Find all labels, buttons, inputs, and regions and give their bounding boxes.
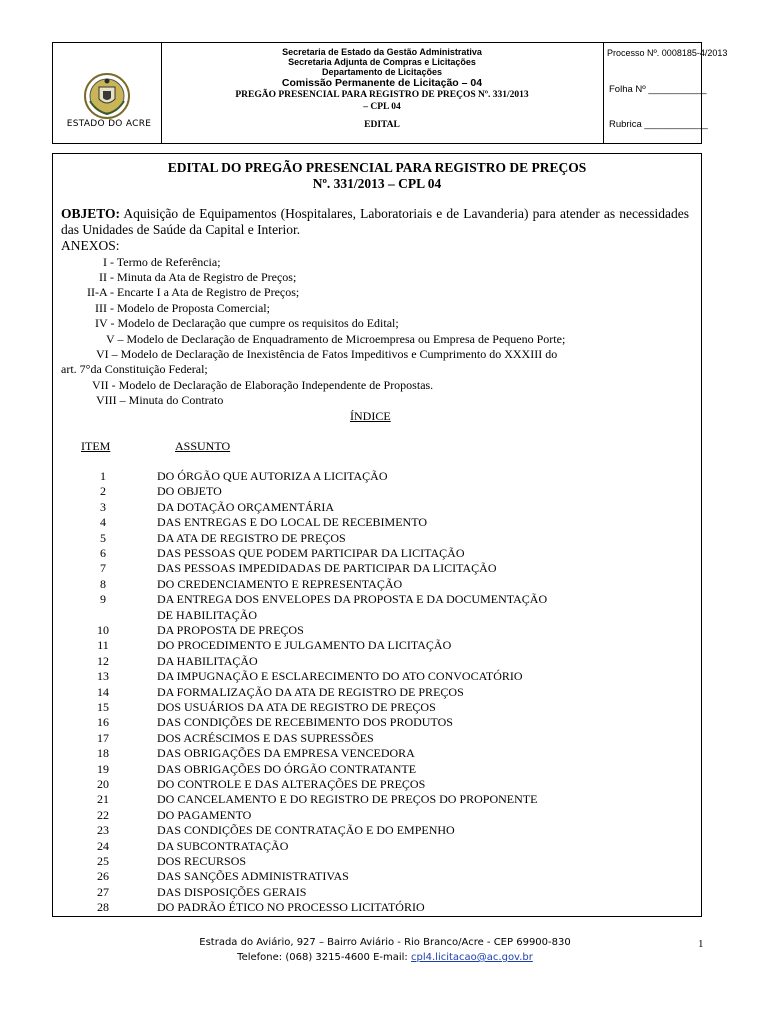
anexos-label: ANEXOS: [61,238,120,253]
anexo-item: art. 7°da Constituição Federal; [61,362,208,376]
anexo-item: IV - Modelo de Declaração que cumpre os requisitos do Edital; [95,316,399,330]
index-item-subject: DOS ACRÉSCIMOS E DAS SUPRESSÕES [157,730,374,745]
index-item-subject: DA IMPUGNAÇÃO E ESCLARECIMENTO DO ATO CONVOCATÓRIO [157,669,523,684]
index-item-subject: DA SUBCONTRATAÇÃO [157,838,289,853]
index-item-number: 17 [97,730,109,745]
anexo-item: VI – Modelo de Declaração de Inexistência de Fatos Impeditivos e Cumprimento do XXXIII do [96,347,558,361]
index-item-number: 8 [100,576,106,591]
objeto-paragraph [61,206,689,238]
header-line-cpl: – CPL 04 [363,102,401,112]
index-row [53,592,693,607]
index-row [53,762,693,777]
index-item-number: 9 [100,592,106,607]
index-item-subject: DAS CONDIÇÕES DE CONTRATAÇÃO E DO EMPENHO [157,823,455,838]
index-row [53,731,693,746]
index-row [53,746,693,761]
index-item-subject: DO CREDENCIAMENTO E REPRESENTAÇÃO [157,576,403,591]
index-item-subject: DO PADRÃO ÉTICO NO PROCESSO LICITATÓRIO [157,900,425,915]
index-item-subject: DO OBJETO [157,484,222,499]
index-item-number: 16 [97,715,109,730]
index-item-number: 3 [100,499,106,514]
index-item-number: 5 [100,530,106,545]
anexo-item: V – Modelo de Declaração de Enquadramento de Microempresa ou Empresa de Pequeno Porte; [106,332,566,346]
index-row [53,669,693,684]
index-item-subject: DAS DISPOSIÇÕES GERAIS [157,884,307,899]
index-item-subject: DAS SANÇÕES ADMINISTRATIVAS [157,869,349,884]
header-line-edital: EDITAL [364,120,400,130]
index-row [53,623,693,638]
index-row [53,685,693,700]
footer-contact [0,952,770,963]
index-item-number: 20 [97,777,109,791]
edital-number: Nº. 331/2013 – CPL 04 [312,176,442,191]
index-item-number: 27 [97,884,109,899]
index-item-number: 21 [97,792,109,807]
index-item-number: 15 [97,700,109,714]
index-row [53,900,693,915]
item-column-header: ITEM [81,439,111,453]
index-item-subject: DAS PESSOAS QUE PODEM PARTICIPAR DA LICITAÇÃO [157,546,465,560]
index-item-number: 12 [97,653,109,668]
index-row [53,715,693,730]
assunto-column-header: ASSUNTO [175,439,231,453]
index-row [53,500,693,515]
index-item-number: 11 [97,638,109,653]
objeto-text: Aquisição de Equipamentos (Hospitalares, Laboratoriais e de Lavanderia) para atender as necessidades das Unidades de Saúde da Capital e Interior. [61,206,689,237]
footer-phone: Telefone: (068) 3215-4600 E-mail: [237,952,408,963]
anexo-item: II-A - Encarte I a Ata de Registro de Preços; [87,285,300,299]
index-item-number: 2 [100,484,106,499]
header-line-secretaria: Secretaria de Estado da Gestão Administrativa [282,47,482,57]
anexo-item: I - Termo de Referência; [103,255,221,269]
index-item-subject: DO CANCELAMENTO E DO REGISTRO DE PREÇOS DO PROPONENTE [157,792,538,807]
index-item-subject: DA ENTREGA DOS ENVELOPES DA PROPOSTA E DA DOCUMENTAÇÃO [157,592,548,607]
index-item-number: 6 [100,546,106,560]
index-row [53,885,693,900]
index-item-subject: DAS OBRIGAÇÕES DO ÓRGÃO CONTRATANTE [157,761,417,776]
index-item-number: 24 [97,838,109,853]
index-row [53,792,693,807]
anexo-item: VII - Modelo de Declaração de Elaboração Independente de Propostas. [92,378,434,392]
index-row [53,700,693,715]
header-line-departamento: Departamento de Licitações [321,67,443,77]
index-row [53,808,693,823]
index-row [53,869,693,884]
index-item-number: 23 [97,823,109,838]
document-header [52,42,728,144]
footer-address: Estrada do Aviário, 927 – Bairro Aviário - Rio Branco/Acre - CEP 69900-830 [199,937,571,948]
index-item-subject: DE HABILITAÇÃO [157,607,258,622]
header-line-comissao: Comissão Permanente de Licitação – 04 [281,77,483,89]
index-item-subject: DA ATA DE REGISTRO DE PREÇOS [157,530,346,545]
index-row [53,561,693,576]
index-item-number: 25 [97,854,109,868]
index-row [53,531,693,546]
index-item-subject: DO CONTROLE E DAS ALTERAÇÕES DE PREÇOS [157,777,426,791]
index-item-subject: DO PROCEDIMENTO E JULGAMENTO DA LICITAÇÃO [157,638,452,653]
index-item-subject: DA PROPOSTA DE PREÇOS [157,623,304,637]
footer-email-link[interactable]: cpl4.licitacao@ac.gov.br [411,952,533,963]
index-item-number: 1 [100,469,106,483]
index-item-number: 28 [97,900,109,915]
index-item-number: 4 [100,515,106,530]
index-row [53,515,693,530]
index-row [53,546,693,561]
index-item-subject: DAS ENTREGAS E DO LOCAL DE RECEBIMENTO [157,515,427,530]
edital-body [52,153,702,917]
header-title-cell [161,43,604,143]
index-item-number: 13 [97,669,109,684]
coat-of-arms-icon [82,71,132,121]
folha-field: Folha Nº ___________ [609,84,707,95]
header-line-pregao: PREGÃO PRESENCIAL PARA REGISTRO DE PREÇOS Nº. 331/2013 [235,90,529,100]
index-item-subject: DOS RECURSOS [157,854,247,868]
rubrica-field: Rubrica ____________ [609,119,708,130]
index-row [53,577,693,592]
indice-heading: ÍNDICE [350,409,391,423]
index-row [53,854,693,869]
objeto-label: OBJETO: [61,206,121,221]
index-row [53,608,693,623]
index-item-number: 22 [97,807,109,822]
index-item-subject: DO PAGAMENTO [157,807,252,822]
index-item-subject: DA HABILITAÇÃO [157,653,258,668]
header-seal-cell [53,43,162,143]
anexo-item: II - Minuta da Ata de Registro de Preços; [99,270,297,284]
index-item-number: 14 [97,684,109,699]
header-process-cell [603,43,728,143]
index-row [53,654,693,669]
index-item-number: 10 [97,623,109,637]
estado-label: ESTADO DO ACRE [66,119,152,129]
index-row [53,839,693,854]
header-line-adjunta: Secretaria Adjunta de Compras e Licitações [288,57,476,67]
index-item-number: 19 [97,761,109,776]
index-row [53,777,693,792]
processo-number: Processo Nº. 0008185-4/2013 [607,48,728,58]
edital-title: EDITAL DO PREGÃO PRESENCIAL PARA REGISTRO DE PREÇOS [167,160,587,175]
index-item-subject: DAS PESSOAS IMPEDIDADAS DE PARTICIPAR DA LICITAÇÃO [157,561,497,576]
index-item-subject: DO ÓRGÃO QUE AUTORIZA A LICITAÇÃO [157,469,388,483]
index-item-number: 26 [97,869,109,884]
index-row [53,638,693,653]
index-row [53,469,693,484]
index-item-subject: DA DOTAÇÃO ORÇAMENTÁRIA [157,499,335,514]
index-item-subject: DOS USUÁRIOS DA ATA DE REGISTRO DE PREÇOS [157,700,436,714]
index-item-number: 18 [97,746,109,761]
index-item-subject: DA FORMALIZAÇÃO DA ATA DE REGISTRO DE PREÇOS [157,684,464,699]
index-item-number: 7 [100,561,106,576]
anexo-item: III - Modelo de Proposta Comercial; [95,301,270,315]
anexo-item: VIII – Minuta do Contrato [96,393,224,407]
index-row [53,823,693,838]
index-item-subject: DAS OBRIGAÇÕES DA EMPRESA VENCEDORA [157,746,415,761]
index-row [53,484,693,499]
page-number: 1 [698,938,704,950]
index-item-subject: DAS CONDIÇÕES DE RECEBIMENTO DOS PRODUTOS [157,715,453,730]
